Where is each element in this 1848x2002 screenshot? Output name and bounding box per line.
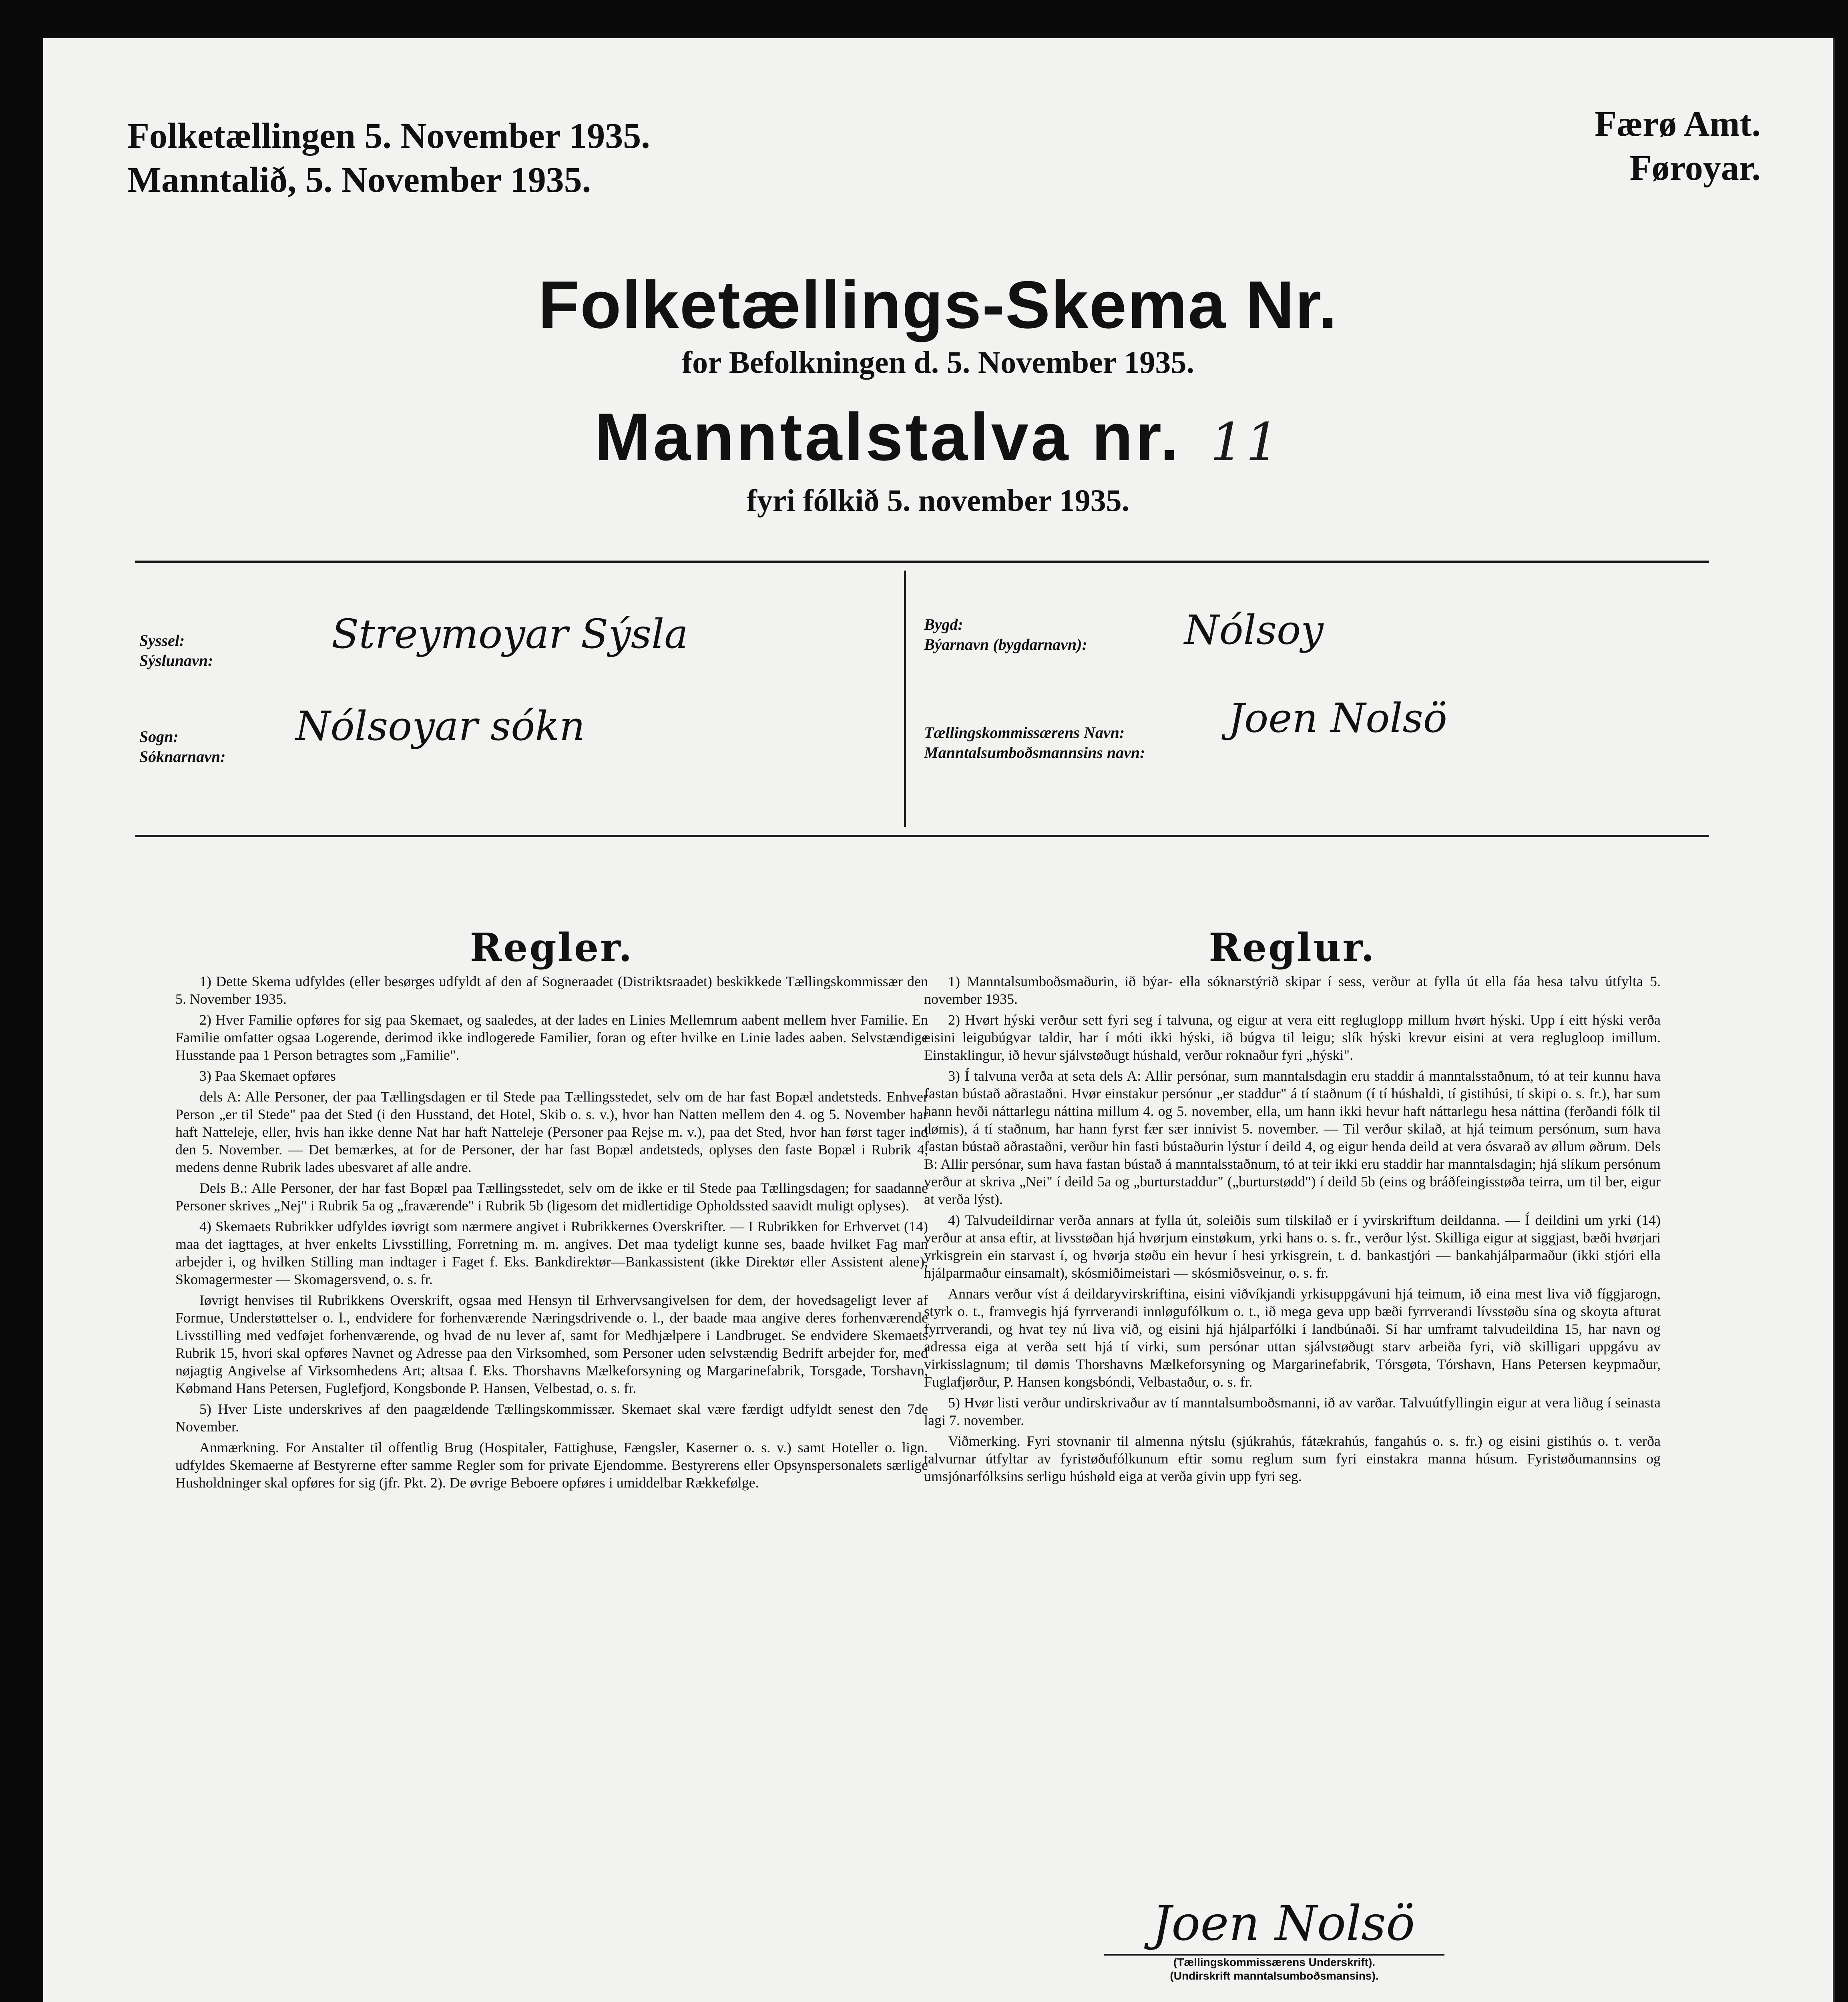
- reglur-p5: 5) Hvør listi verður undirskrivaður av tí manntalsumboðsmanni, ið av varðar. Talvuútfyllingin eigur at vera liðug í seinasta lagi 7. november.: [924, 1395, 1661, 1428]
- regler-note: Anmærkning. For Anstalter til offentlig Brug (Hospitaler, Fattighuse, Fængsler, Kaserner o. s. v.) samt Hoteller o. lign. udfyldes Skemaerne af Bestyrerne efter samme Regler som for private Ejendomme. Bestyrerens eller Opsynspersonalets særlige Husholdninger skal opføres for sig (jfr. Pkt. 2). De øvrige Beboere opføres i umiddelbar Rækkefølge.: [175, 1439, 928, 1491]
- signature-caption-fo: (Undirskrift manntalsumboðsmansins).: [1170, 1970, 1379, 1982]
- kommissaer-label: [924, 723, 1145, 763]
- divider-vertical: [904, 571, 906, 827]
- sogn-label-fo: Sóknarnavn:: [139, 748, 226, 766]
- header-census-faroese: Manntalið, 5. November 1935.: [127, 160, 591, 200]
- reglur-note: Viðmerking. Fyri stovnanir til almenna nýtslu (sjúkrahús, fátækrahús, fangahús o. s. fr.) og eisini gistihús o. t. verða talvurnar útfyltar av fyristøðufólkunum eftir somu reglum sum fyri einstakra manna húsum. Fyristøðumannsins og umsjónarfólksins serligu húshøld eiga at verða givin upp fyri seg.: [924, 1433, 1661, 1484]
- reglur-p4b: Annars verður víst á deildaryvirskriftina, eisini viðvíkjandi yrkisuppgávuni hjá teimum, ið eina mest liva við fíggjarogn, styrk o. t., framvegis hjá fyrrverandi innløgufólkum o. t., ið mega geva upp bæði fyrrverandi lívsstøðu sína og skoyta afturat fyrrverandi, og hvat tey nú liva við, og eisini hjá hjálparfólki í landbúnaði. Sí har umframt talvudeildina 15, har navn og adressa eiga at verða sett hjá tí virki, sum persónar uttan sjálvstøðugt starv arbeiða fyri, við skilligari uppgávu av virkisslagnum; til dømis Thorshavns Mælkeforsyning og Margarinefabrik, Tórsgøta, Tórshavn, Hans Petersen keypmaður, Fuglafjørður, P. Hansen kongsbóndi, Velbastaður, o. s. fr.: [924, 1286, 1661, 1390]
- sogn-label: [139, 727, 226, 767]
- syssel-label: [139, 631, 213, 671]
- header-left: [127, 114, 650, 202]
- regler-heading: Regler.: [470, 925, 634, 970]
- regler-p3b: Dels B.: Alle Personer, der har fast Bopæl paa Tællingsstedet, selv om de ikke er til Stede paa Tællingsdagen; for saadanne Personer skrives „Nej" i Rubrik 5a og „fraværende" i Rubrik 5b (ligesom det midlertidige Opholdssted saavidt muligt oplyses).: [175, 1180, 928, 1214]
- regler-p4b: Iøvrigt henvises til Rubrikkens Overskrift, ogsaa med Hensyn til Erhvervsangivelsen for dem, der hovedsageligt lever af Formue, Understøttelser o. l., endvidere for forhenværende Næringsdrivende o. l., der baade maa angive deres forhenværende Livsstilling med vedføjet forhenværende, og hvad de nu lever af, samt for Medhjælpere i Landbruget. Se endvidere Skemaets Rubrik 15, hvori skal opføres Navnet og Adresse paa den Virksomhed, som Personer uden selvstændig Bedrift arbejder for, med nøjagtig Angivelse af Virksomhedens Art; altsaa f. Eks. Thorshavns Mælkeforsyning og Margarinefabrik, Torsgade, Torshavn, Købmand Hans Petersen, Fuglefjord, Kongsbonde P. Hansen, Velbestad, o. s. fr.: [175, 1292, 928, 1396]
- reglur-p1: 1) Manntalsumboðsmaðurin, ið býar- ella sóknarstýrið skipar í sess, verður at fylla út ella fáa hesa talvu útfylta 5. november 1935.: [924, 973, 1661, 1007]
- reglur-column: [924, 925, 1661, 1488]
- signature-block: [1104, 1896, 1444, 1983]
- schema-subtitle: for Befolkningen d. 5. November 1935.: [682, 345, 1194, 380]
- header-foroyar: Føroyar.: [1629, 148, 1761, 188]
- reglur-p2: 2) Hvørt hýski verður sett fyri seg í talvuna, og eigur at vera eitt regluglopp millum hvørt hýski. Upp í eitt hýski verða eisini leigubúgvar taldir, har í móti ikki hýski, ið búgva til leigu; slík hýski krevur eisini at vera reglugloop imillum. Einstaklingur, ið hevur sjálvstøðugt húshald, verður roknaður fyri „hýski".: [924, 1012, 1661, 1063]
- bygd-label: [924, 615, 1087, 655]
- kommissaer-value: Joen Nolsö: [1228, 695, 1447, 742]
- header-census-danish: Folketællingen 5. November 1935.: [127, 116, 650, 156]
- divider-bottom: [135, 835, 1709, 837]
- bygd-value: Nólsoy: [1184, 607, 1324, 653]
- signature-caption-da: (Tællingskommissærens Underskrift).: [1173, 1956, 1376, 1968]
- regler-p1: 1) Dette Skema udfyldes (eller besørges udfyldt af den af Sogneraadet (Distriktsraadet) beskikkede Tællingskommissær den 5. November 1935.: [175, 973, 928, 1007]
- reglur-heading: Reglur.: [1209, 925, 1376, 970]
- kommissaer-label-fo: Manntalsumboðsmannsins navn:: [924, 744, 1145, 762]
- manntal-title-text: Manntalstalva nr.: [595, 399, 1181, 474]
- regler-p5: 5) Hver Liste underskrives af den paagældende Tællingskommissær. Skemaet skal være færdigt udfyldt senest den 7de November.: [175, 1401, 928, 1435]
- manntal-subtitle: fyri fólkið 5. november 1935.: [746, 483, 1130, 518]
- sogn-value: Nólsoyar sókn: [295, 703, 585, 750]
- sogn-label-da: Sogn:: [139, 728, 179, 746]
- schema-title: Folketællings-Skema Nr.: [538, 267, 1338, 342]
- regler-p3a: dels A: Alle Personer, der paa Tællingsdagen er til Stede paa Tællingsstedet, selv om de har fast Bopæl andetsteds. Enhver Person „er til Stede" paa det Sted (i den Husstand, det Hotel, Skib o. s. v.), hvor han Natten mellem den 4. og 5. November har haft Natteleje, eller, hvis han ikke denne Nat har haft Natteleje (Personer paa Rejse m. v.), paa det Sted, hvor han først tager ind den 5. November. — Det bemærkes, at for de Personer, der har fast Bopæl andetsteds, oplyses den faste Bopæl i Rubrik 4, medens denne Rubrik lades ubesvaret af alle andre.: [175, 1089, 928, 1175]
- manntal-title: [43, 398, 1833, 476]
- syssel-value: Streymoyar Sýsla: [331, 611, 688, 657]
- regler-p3: 3) Paa Skemaet opføres: [199, 1068, 336, 1084]
- divider-top: [135, 561, 1709, 563]
- bygd-label-da: Bygd:: [924, 615, 963, 633]
- regler-p4: 4) Skemaets Rubrikker udfyldes iøvrigt som nærmere angivet i Rubrikkernes Overskrifter. — I Rubrikken for Erhvervet (14) maa det iagttages, at hver enkelts Livsstilling, Forretning m. m. angives. Det maa tydeligt kunne ses, baade hvilket Fag man arbejder i, og hvilken Stilling man indtager i Faget f. Eks. Bankdirektør—Bankassistent (ikke Direktør eller Assistent alene), Skomagermester — Skomagersvend, o. s. fr.: [175, 1218, 928, 1287]
- header-right: [1595, 102, 1761, 190]
- header-amt: Færø Amt.: [1595, 104, 1761, 144]
- signature-line: [1104, 1954, 1444, 1956]
- reglur-p4: 4) Talvudeildirnar verða annars at fylla út, soleiðis sum tilskilað er í yvirskriftum deildanna. — Í deildini um yrki (14) verður at ansa eftir, at livsstøðan hjá hvørjum einstøkum, yrki hans o. s. fr., verður lýst. Skilliga eigur at siggjast, bæði hvørjari yrkisgrein ein starvast í, og hvørja støðu ein hevur í hesi yrkisgrein, t. d. bankastjóri — bankahjálparmaður (ikki stjóri ella hjálparmaður einsamalt), skósmiðimeistari — skósmiðsveinur, o. s. fr.: [924, 1212, 1661, 1281]
- regler-column: [175, 925, 928, 1495]
- syssel-label-fo: Sýslunavn:: [139, 651, 213, 669]
- bygd-label-fo: Býarnavn (bygdarnavn):: [924, 635, 1087, 653]
- signature-name: Joen Nolsö: [1152, 1896, 1415, 1952]
- reglur-p3: 3) Í talvuna verða at seta dels A: Allir persónar, sum manntalsdagin eru staddir á manntalsstaðnum, tó at teir kunnu hava fastan bústað aðrastaðni. Hvør einstakur persónur „er staddur" á tí staðnum (í tí húshaldi, tí gistihúsi, tí skipi o. s. fr.), har sum hann hevði náttarlegu náttina millum 4. og 5. november, ella, um hann ikki hevur haft náttarlegu hesa náttina (ferðandi fólk til dømis), á tí staðnum, har hann fyrst fær sær innivist 5. november. — Til verður skilað, at hjá teimum persónum, sum hava fastan bústað aðrastaðni, verður hin fasti bústaðurin lýstur í deild 4, og eigur henda deild at vera ósvarað av øllum øðrum. Dels B: Allir persónar, sum hava fastan bústað á manntalsstaðnum, tó at teir ikki eru staddir har manntalsdagin; hjá slíkum persónum verður at skriva „Nei" í deild 5a og „burturstaddur" („burturstødd") í deild 5b (eins og bráðfeingisstøða teirra, um til ber, eigur at verða lýst).: [924, 1068, 1661, 1207]
- syssel-label-da: Syssel:: [139, 631, 185, 649]
- kommissaer-label-da: Tællingskommissærens Navn:: [924, 724, 1125, 742]
- census-form-page: [43, 38, 1835, 2002]
- regler-p2: 2) Hver Familie opføres for sig paa Skemaet, og saaledes, at der lades en Linies Mellemrum aabent mellem hver Familie. En Familie omfatter ogsaa Logerende, derimod ikke indlogerede Familier, foran og efter hvilke en Linie lades aaben. Selvstændige Husstande paa 1 Person betragtes som „Familie".: [175, 1012, 928, 1063]
- manntal-number: 11: [1210, 412, 1282, 472]
